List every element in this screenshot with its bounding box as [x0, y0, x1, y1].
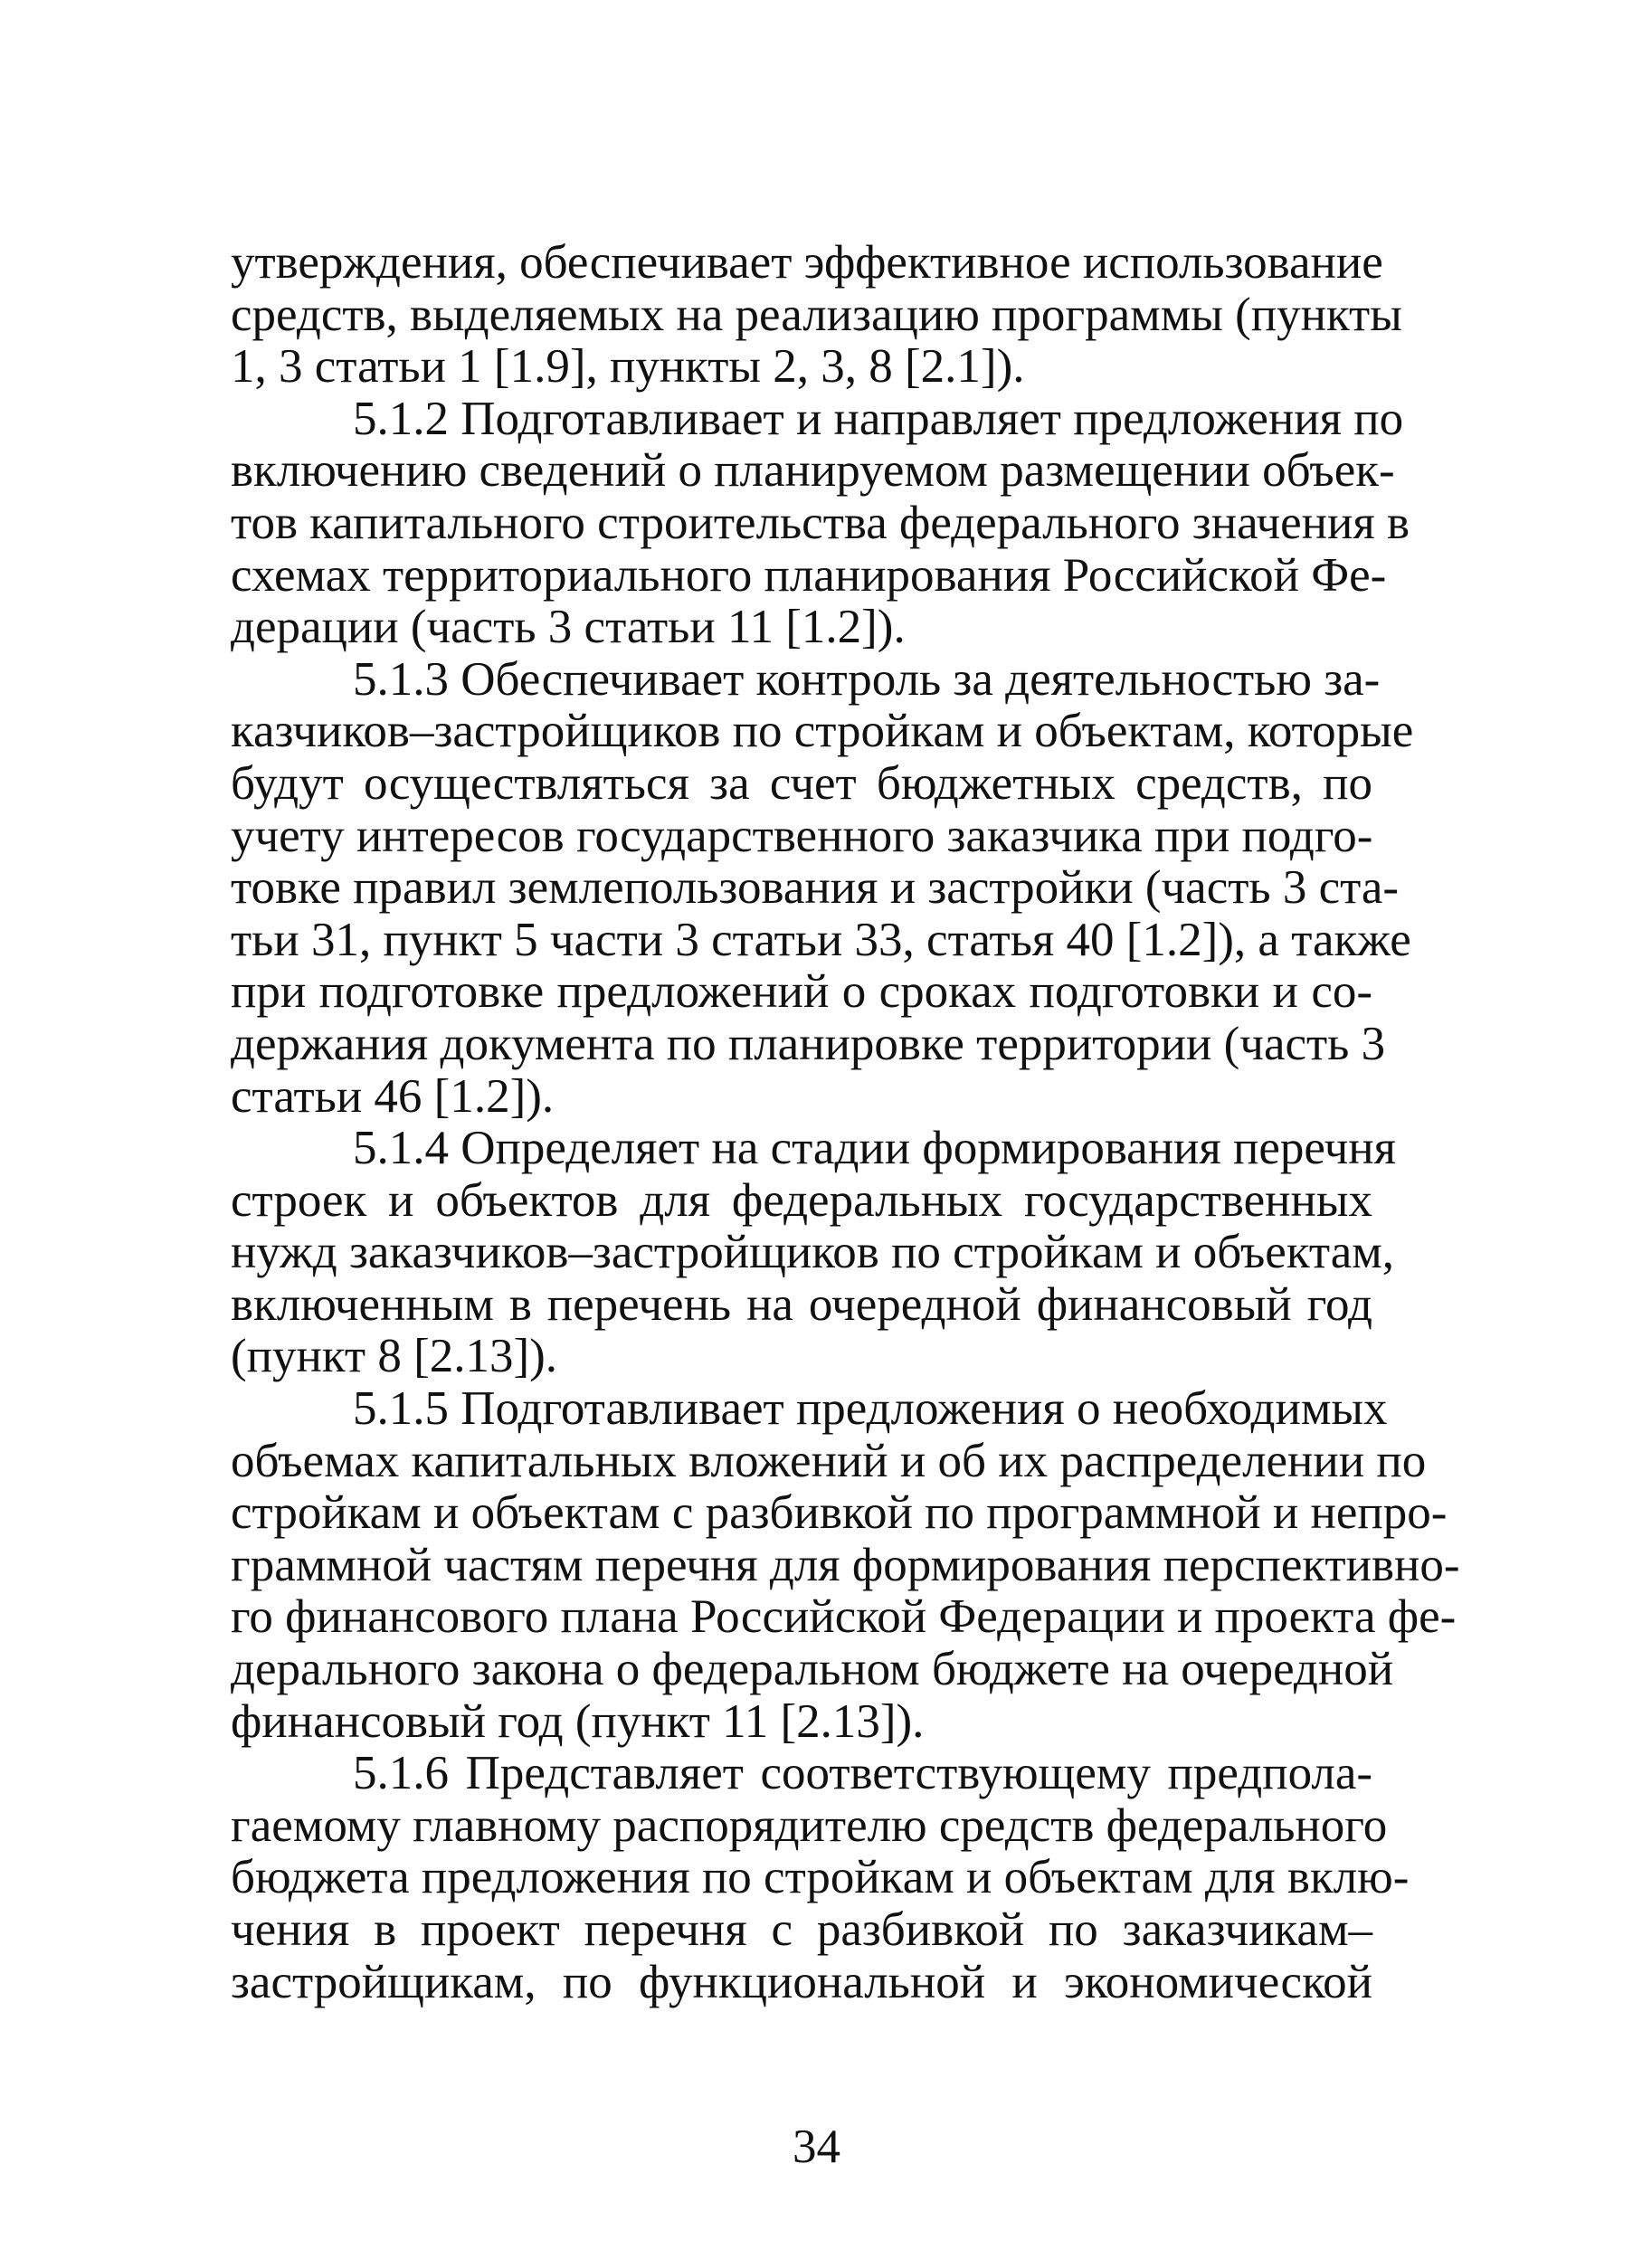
text-line: тов капитального строительства федерального значения в	[231, 496, 1410, 549]
text-line: гаемому главному распорядителю средств федерального	[231, 1798, 1388, 1852]
text-line: 5.1.5 Подготавливает предложения о необходимых	[353, 1382, 1388, 1436]
text-line: объемах капитальных вложений и об их распределении по	[231, 1434, 1427, 1487]
text-line: дерального закона о федеральном бюджете на очередной	[231, 1643, 1394, 1696]
text-line: 5.1.3 Обеспечивает контроль за деятельностью за-	[353, 652, 1381, 706]
text-line: бюджета предложения по стройкам и объектам для вклю-	[231, 1851, 1410, 1904]
text-line: при подготовке предложений о сроках подготовки и со-	[231, 965, 1372, 1019]
text-line: тьи 31, пункт 5 части 3 статьи 33, статья 40 [1.2]), а также	[231, 913, 1411, 966]
text-line: го финансового плана Российской Федерации и проекта фе-	[231, 1590, 1457, 1644]
text-line: схемах территориального планирования Российской Фе-	[231, 548, 1387, 602]
text-line: статьи 46 [1.2]).	[231, 1069, 555, 1123]
text-line: казчиков–застройщиков по стройкам и объектам, которые	[231, 705, 1414, 758]
text-line: включенным в перечень на очередной финансовый год	[231, 1277, 1372, 1331]
text-line: утверждения, обеспечивает эффективное использование	[231, 236, 1383, 289]
text-line: включению сведений о планируемом размещении объек-	[231, 444, 1395, 498]
text-line: 1, 3 статьи 1 [1.9], пункты 2, 3, 8 [2.1]).	[231, 340, 1025, 394]
body-text	[231, 236, 1460, 2008]
text-line: чения в проект перечня с разбивкой по заказчикам–	[231, 1903, 1372, 1956]
text-line: учету интересов государственного заказчика при подго-	[231, 809, 1373, 862]
text-line: средств, выделяемых на реализацию программы (пункты	[231, 288, 1402, 341]
text-line: строек и объектов для федеральных государственных	[231, 1173, 1372, 1227]
text-line: нужд заказчиков–застройщиков по стройкам и объектам,	[231, 1226, 1395, 1279]
text-line: 5.1.2 Подготавливает и направляет предложения по	[353, 392, 1404, 445]
text-line: застройщикам, по функциональной и экономической	[231, 1955, 1372, 2008]
text-line: товке правил землепользования и застройки (часть 3 ста-	[231, 861, 1400, 915]
text-line: держания документа по планировке территории (часть 3	[231, 1017, 1386, 1070]
page-number: 34	[793, 2121, 840, 2173]
text-line: дерации (часть 3 статьи 11 [1.2]).	[231, 601, 906, 654]
text-line: 5.1.4 Определяет на стадии формирования перечня	[353, 1122, 1397, 1175]
text-line: будут осуществляться за счет бюджетных средств, по	[231, 756, 1372, 810]
text-line: 5.1.6 Представляет соответствующему предпола-	[353, 1747, 1372, 1800]
text-line: (пункт 8 [2.13]).	[231, 1330, 558, 1383]
text-line: финансовый год (пункт 11 [2.13]).	[231, 1694, 925, 1748]
text-line: стройкам и объектам с разбивкой по программной и непро-	[231, 1486, 1448, 1540]
text-line: граммной частям перечня для формирования перспективно-	[231, 1538, 1460, 1591]
